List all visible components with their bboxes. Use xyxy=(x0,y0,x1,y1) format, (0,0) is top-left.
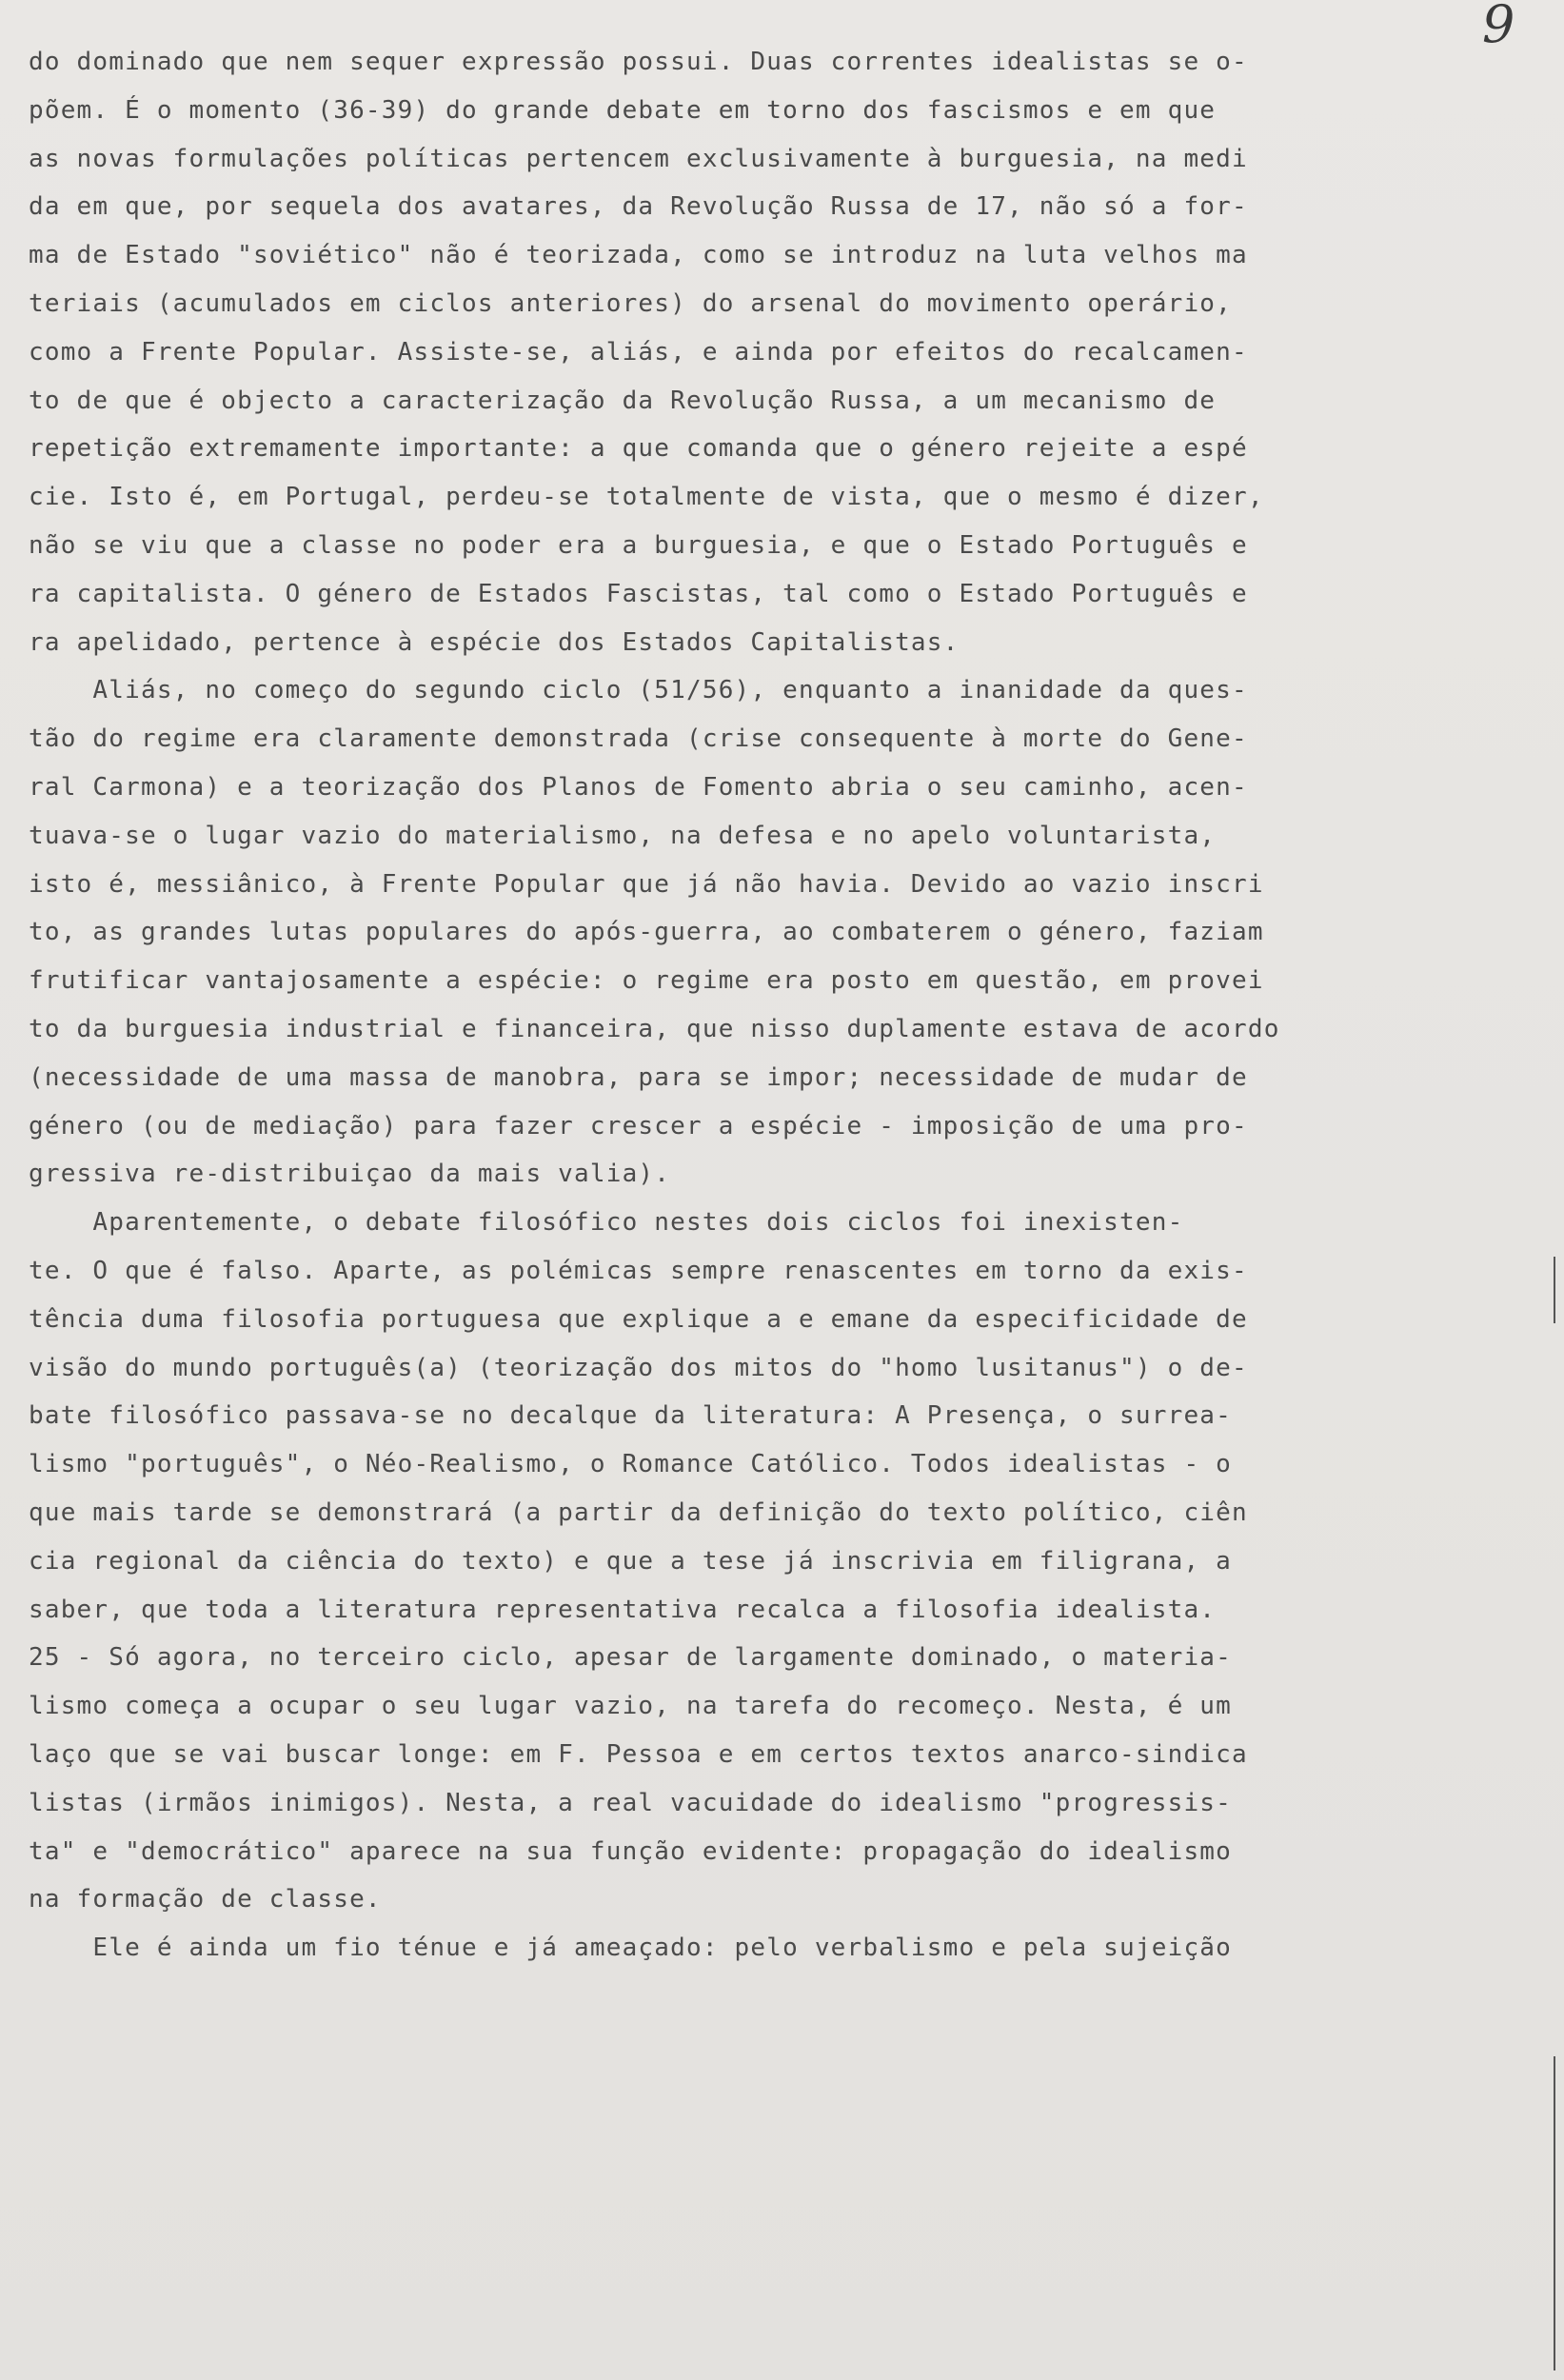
text-line: género (ou de mediação) para fazer crescer a espécie - imposição de uma pro- xyxy=(29,1111,1248,1140)
text-line: lismo "português", o Néo-Realismo, o Romance Católico. Todos idealistas - o xyxy=(29,1450,1232,1479)
text-line: te. O que é falso. Aparte, as polémicas sempre renascentes em torno da exis- xyxy=(29,1257,1248,1285)
text-line: 25 - Só agora, no terceiro ciclo, apesar de largamente dominado, o materia- xyxy=(29,1643,1232,1673)
text-line: frutificar vantajosamente a espécie: o regime era posto em questão, em provei xyxy=(29,966,1264,996)
margin-line-mark xyxy=(1554,2056,1555,2370)
text-line: põem. É o momento (36-39) do grande debate em torno dos fascismos e em que xyxy=(29,95,1217,125)
text-line: ma de Estado "soviético" não é teorizada, como se introduz na luta velhos ma xyxy=(29,241,1248,270)
text-line: saber, que toda a literatura representativa recalca a filosofia idealista. xyxy=(29,1595,1217,1624)
margin-line-mark xyxy=(1554,1257,1555,1323)
text-line: da em que, por sequela dos avatares, da Revolução Russa de 17, não só a for- xyxy=(29,192,1248,222)
text-line: to, as grandes lutas populares do após-guerra, ao combaterem o género, faziam xyxy=(29,918,1264,947)
text-line: do dominado que nem sequer expressão possui. Duas correntes idealistas se o- xyxy=(29,48,1248,76)
page-number: 9 xyxy=(1482,0,1515,54)
text-line: to de que é objecto a caracterização da Revolução Russa, a um mecanismo de xyxy=(29,386,1217,415)
text-line: como a Frente Popular. Assiste-se, aliás, e ainda por efeitos do recalcamen- xyxy=(29,337,1248,367)
text-line: tência duma filosofia portuguesa que explique a e emane da especificidade de xyxy=(29,1304,1248,1334)
text-line: listas (irmãos inimigos). Nesta, a real vacuidade do idealismo "progressis- xyxy=(29,1788,1232,1817)
text-line: bate filosófico passava-se no decalque da literatura: A Presença, o surrea- xyxy=(29,1401,1232,1431)
text-line: ra capitalista. O género de Estados Fascistas, tal como o Estado Português e xyxy=(29,579,1248,608)
text-line: laço que se vai buscar longe: em F. Pessoa e em certos textos anarco-sindica xyxy=(29,1740,1248,1769)
text-line: cia regional da ciência do texto) e que a tese já inscrivia em filigrana, a xyxy=(29,1546,1232,1576)
text-line: ta" e "democrático" aparece na sua função evidente: propagação do idealismo xyxy=(29,1836,1232,1866)
text-line: teriais (acumulados em ciclos anteriores) do arsenal do movimento operário, xyxy=(29,289,1232,318)
text-line: Aparentemente, o debate filosófico nestes dois ciclos foi inexisten- xyxy=(29,1208,1184,1238)
text-line: tuava-se o lugar vazio do materialismo, na defesa e no apelo voluntarista, xyxy=(29,821,1217,850)
text-line: não se viu que a classe no poder era a burguesia, e que o Estado Português e xyxy=(29,531,1248,560)
text-line: isto é, messiânico, à Frente Popular que já não havia. Devido ao vazio inscri xyxy=(29,869,1264,899)
text-line: cie. Isto é, em Portugal, perdeu-se totalmente de vista, que o mesmo é dizer, xyxy=(29,483,1264,512)
text-line: ral Carmona) e a teorização dos Planos de Fomento abria o seu caminho, acen- xyxy=(29,773,1248,802)
text-line: na formação de classe. xyxy=(29,1885,382,1914)
text-line: (necessidade de uma massa de manobra, para se impor; necessidade de mudar de xyxy=(29,1062,1248,1092)
text-line: tão do regime era claramente demonstrada (crise consequente à morte do Gene- xyxy=(29,724,1248,754)
text-line: gressiva re-distribuiçao da mais valia). xyxy=(29,1160,671,1189)
text-line: ra apelidado, pertence à espécie dos Estados Capitalistas. xyxy=(29,627,960,657)
text-line: que mais tarde se demonstrará (a partir da definição do texto político, ciên xyxy=(29,1498,1248,1527)
text-line: Aliás, no começo do segundo ciclo (51/56), enquanto a inanidade da ques- xyxy=(29,676,1248,705)
text-line: lismo começa a ocupar o seu lugar vazio, na tarefa do recomeço. Nesta, é um xyxy=(29,1692,1232,1721)
text-line: visão do mundo português(a) (teorização dos mitos do "homo lusitanus") o de- xyxy=(29,1353,1248,1382)
text-line: Ele é ainda um fio ténue e já ameaçado: pelo verbalismo e pela sujeição xyxy=(29,1934,1232,1963)
text-line: repetição extremamente importante: a que comanda que o género rejeite a espé xyxy=(29,434,1248,464)
text-line: to da burguesia industrial e financeira, que nisso duplamente estava de acordo xyxy=(29,1015,1280,1043)
text-line: as novas formulações políticas pertencem exclusivamente à burguesia, na medi xyxy=(29,144,1248,173)
